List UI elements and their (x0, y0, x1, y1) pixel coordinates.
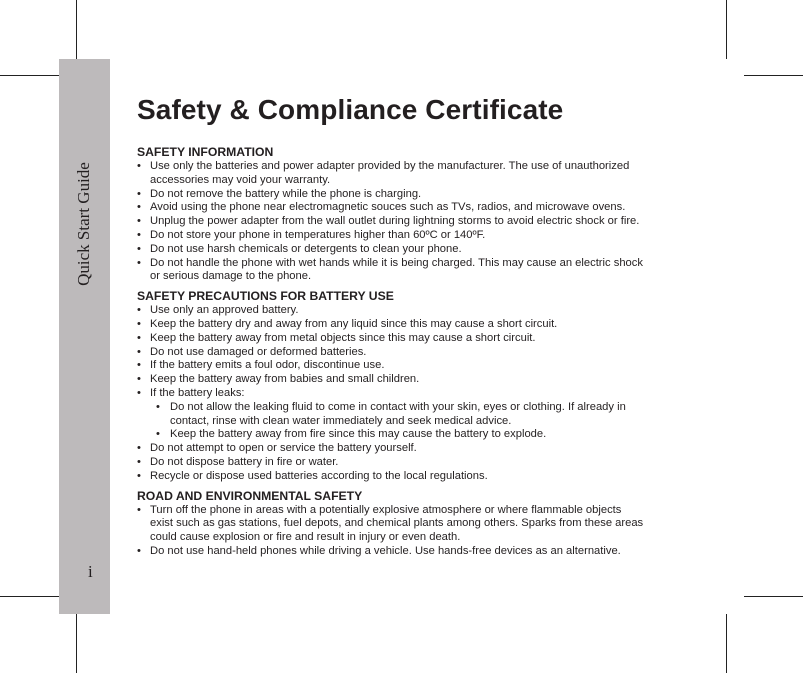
list-item: • Keep the battery away from babies and small children. (137, 373, 420, 386)
list-item: • Do not use hand-held phones while driving a vehicle. Use hands-free devices as an alternative. (137, 544, 621, 557)
crop-mark-left-top (0, 75, 59, 76)
bullet-icon: • (137, 386, 141, 399)
safety-information-list (137, 160, 677, 284)
page-number: i (88, 562, 93, 581)
list-item-continuation: or serious damage to the phone. (150, 270, 312, 283)
section-heading-battery-precautions: SAFETY PRECAUTIONS FOR BATTERY USE (137, 289, 394, 304)
list-item-continuation: exist such as gas stations, fuel depots, and chemical plants among others. Sparks from these areas (150, 517, 644, 530)
list-item: • Avoid using the phone near electromagnetic souces such as TVs, radios, and microwave ovens. (137, 201, 626, 214)
bullet-icon: • (156, 428, 160, 441)
list-item: • Do not attempt to open or service the battery yourself. (137, 442, 417, 455)
page-content (137, 93, 677, 564)
bullet-icon: • (137, 373, 141, 386)
list-item-continuation: could cause explosion or fire and result in injury or even death. (150, 531, 461, 544)
crop-mark-top-right (726, 0, 727, 59)
list-item: • Turn off the phone in areas with a potentially explosive atmosphere or where flammable objects (137, 503, 622, 516)
bullet-icon: • (156, 400, 160, 413)
bullet-icon: • (137, 215, 141, 228)
bullet-icon: • (137, 160, 141, 172)
bullet-icon: • (137, 503, 141, 516)
list-item: • Use only the batteries and power adapter provided by the manufacturer. The use of unauthorized (137, 160, 630, 172)
crop-mark-bottom-left (76, 614, 77, 673)
list-item: • If the battery leaks: (137, 386, 245, 399)
bullet-icon: • (137, 317, 141, 330)
section-heading-safety-information: SAFETY INFORMATION (137, 145, 274, 159)
bullet-icon: • (137, 359, 141, 372)
crop-mark-right-top (744, 75, 803, 76)
section-heading-road-safety: ROAD AND ENVIRONMENTAL SAFETY (137, 488, 363, 503)
bullet-icon: • (137, 345, 141, 358)
bullet-icon: • (137, 544, 141, 557)
list-item: • Unplug the power adapter from the wall outlet during lightning storms to avoid electric shock or fire. (137, 215, 640, 228)
bullet-icon: • (137, 228, 141, 241)
list-item: • Recycle or dispose used batteries according to the local regulations. (137, 469, 488, 482)
crop-mark-right-bottom (744, 596, 803, 597)
crop-mark-left-bottom (0, 596, 59, 597)
bullet-icon: • (137, 455, 141, 468)
list-item: • Keep the battery dry and away from any liquid since this may cause a short circuit. (137, 317, 558, 330)
road-safety-list (137, 504, 677, 559)
list-item: • Do not remove the battery while the phone is charging. (137, 187, 422, 200)
crop-mark-top-left (76, 0, 77, 59)
sub-list-item: • Keep the battery away from fire since this may cause the battery to explode. (156, 428, 547, 441)
list-item: • If the battery emits a foul odor, discontinue use. (137, 359, 385, 372)
battery-precautions-list (137, 304, 677, 483)
guide-title: Quick Start Guide (74, 162, 93, 286)
list-item: • Do not dispose battery in fire or water. (137, 455, 339, 468)
list-item: • Do not use damaged or deformed batteries. (137, 345, 367, 358)
page-title: Safety & Compliance Certificate (137, 94, 564, 125)
bullet-icon: • (137, 256, 141, 269)
list-item-continuation: accessories may void your warranty. (150, 173, 331, 186)
bullet-icon: • (137, 331, 141, 344)
bullet-icon: • (137, 187, 141, 200)
list-item: • Use only an approved battery. (137, 304, 299, 317)
sub-list-item-continuation: contact, rinse with clean water immediately and seek medical advice. (170, 414, 512, 427)
crop-mark-bottom-right (726, 614, 727, 673)
list-item: • Do not store your phone in temperatures higher than 60ºC or 140ºF. (137, 228, 486, 241)
list-item: • Keep the battery away from metal objects since this may cause a short circuit. (137, 331, 536, 344)
bullet-icon: • (137, 469, 141, 482)
bullet-icon: • (137, 304, 141, 317)
bullet-icon: • (137, 201, 141, 214)
list-item: • Do not handle the phone with wet hands while it is being charged. This may cause an electric shock (137, 256, 643, 269)
bullet-icon: • (137, 242, 141, 255)
bullet-icon: • (137, 442, 141, 455)
list-item: • Do not use harsh chemicals or detergents to clean your phone. (137, 242, 462, 255)
sub-list-item: • Do not allow the leaking fluid to come in contact with your skin, eyes or clothing. If already in (156, 400, 626, 413)
